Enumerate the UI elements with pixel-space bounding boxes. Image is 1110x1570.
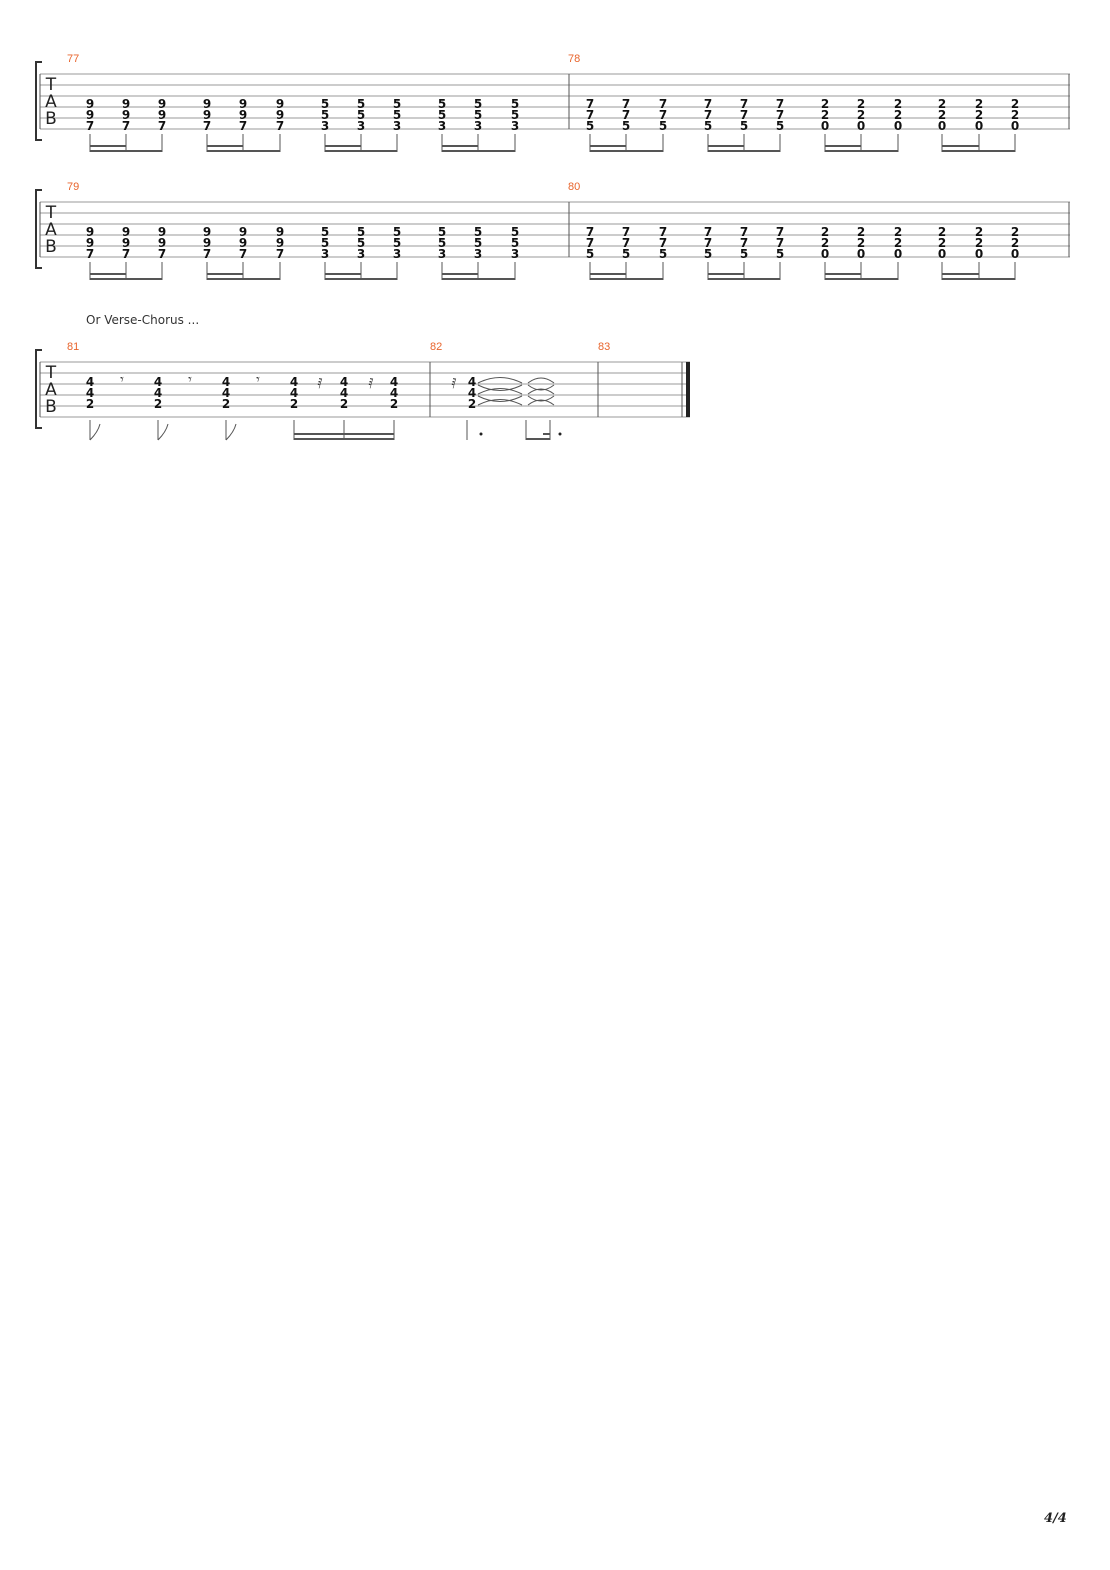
fret-number: 0 [937, 247, 947, 261]
eighth-rest-icon: 𝄾 [256, 372, 260, 388]
fret-number: 3 [392, 247, 402, 261]
fret-number: 2 [893, 236, 903, 250]
fret-number: 5 [356, 108, 366, 122]
fret-number: 7 [157, 247, 167, 261]
fret-number: 3 [320, 247, 330, 261]
fret-number: 5 [658, 119, 668, 133]
fret-number: 2 [856, 108, 866, 122]
fret-number: 2 [289, 397, 299, 411]
staff-lines [40, 362, 690, 417]
fret-number: 3 [356, 119, 366, 133]
fret-number: 5 [356, 97, 366, 111]
fret-number: 3 [356, 247, 366, 261]
measure-number: 79 [67, 181, 80, 193]
fret-number: 2 [1010, 236, 1020, 250]
note-group [938, 225, 1019, 280]
fret-number: 7 [275, 247, 285, 261]
note-group [86, 97, 166, 152]
fret-number: 2 [856, 97, 866, 111]
tab-letter-a: A [45, 380, 57, 400]
fret-number: 3 [510, 247, 520, 261]
fret-number: 7 [658, 97, 668, 111]
chord [290, 375, 298, 411]
fret-number: 5 [703, 119, 713, 133]
fret-number: 9 [121, 225, 131, 239]
fret-number: 7 [739, 108, 749, 122]
fret-number: 9 [85, 225, 95, 239]
measure-77 [86, 97, 519, 152]
chord [222, 375, 236, 440]
fret-number: 7 [703, 97, 713, 111]
fret-number: 9 [157, 97, 167, 111]
fret-number: 4 [153, 375, 163, 389]
fret-number: 2 [856, 225, 866, 239]
fret-number: 2 [820, 236, 830, 250]
dot [559, 433, 562, 436]
fret-number: 0 [974, 119, 984, 133]
fret-number: 7 [85, 119, 95, 133]
fret-number: 7 [658, 108, 668, 122]
fret-number: 4 [467, 386, 477, 400]
chord [86, 375, 100, 440]
thirtysecond-rest-icon: 𝅀 [317, 376, 323, 392]
fret-number: 4 [467, 375, 477, 389]
measure-78 [586, 97, 1019, 152]
fret-number: 9 [275, 225, 285, 239]
fret-number: 7 [202, 119, 212, 133]
fret-number: 9 [275, 236, 285, 250]
fret-number: 5 [473, 97, 483, 111]
fret-number: 5 [437, 97, 447, 111]
fret-number: 7 [621, 108, 631, 122]
fret-number: 7 [585, 97, 595, 111]
section-annotation: Or Verse-Chorus ... [86, 313, 200, 327]
fret-number: 5 [585, 119, 595, 133]
fret-number: 5 [320, 97, 330, 111]
fret-number: 2 [820, 225, 830, 239]
fret-number: 5 [437, 236, 447, 250]
fret-number: 7 [202, 247, 212, 261]
page-number: 4/4 [1044, 1511, 1067, 1526]
fret-number: 9 [121, 236, 131, 250]
fret-number: 4 [221, 386, 231, 400]
fret-number: 7 [238, 119, 248, 133]
fret-number: 7 [157, 119, 167, 133]
dot [480, 433, 483, 436]
note-group [438, 97, 519, 152]
fret-number: 2 [389, 397, 399, 411]
fret-number: 0 [856, 119, 866, 133]
fret-number: 7 [621, 97, 631, 111]
fret-number: 9 [238, 236, 248, 250]
fret-number: 2 [339, 397, 349, 411]
note-group [86, 225, 166, 280]
fret-number: 5 [320, 236, 330, 250]
thirtysecond-rest-icon: 𝅀 [368, 376, 374, 392]
fret-number: 9 [202, 225, 212, 239]
beam-group [294, 420, 394, 440]
fret-number: 7 [703, 225, 713, 239]
note-group [704, 97, 784, 152]
fret-number: 9 [121, 108, 131, 122]
fret-number: 5 [510, 236, 520, 250]
measure-80 [586, 225, 1019, 280]
fret-number: 5 [392, 97, 402, 111]
fret-number: 5 [356, 225, 366, 239]
fret-number: 2 [221, 397, 231, 411]
fret-number: 2 [974, 97, 984, 111]
note-group [821, 97, 902, 152]
fret-number: 4 [221, 375, 231, 389]
fret-number: 2 [1010, 108, 1020, 122]
measure-number: 81 [67, 341, 80, 353]
eighth-rest-icon: 𝄾 [188, 372, 192, 388]
fret-number: 7 [775, 225, 785, 239]
fret-number: 0 [893, 247, 903, 261]
fret-number: 5 [473, 236, 483, 250]
fret-number: 5 [703, 247, 713, 261]
fret-number: 3 [437, 119, 447, 133]
staff-lines [40, 74, 1070, 129]
note-group [438, 225, 519, 280]
fret-number: 5 [510, 97, 520, 111]
fret-number: 9 [157, 236, 167, 250]
fret-number: 5 [775, 119, 785, 133]
fret-number: 3 [320, 119, 330, 133]
fret-number: 0 [1010, 247, 1020, 261]
fret-number: 7 [121, 119, 131, 133]
fret-number: 4 [289, 375, 299, 389]
chord [340, 375, 348, 411]
fret-number: 5 [473, 108, 483, 122]
fret-number: 3 [473, 119, 483, 133]
measure-number: 82 [430, 341, 443, 353]
fret-number: 2 [1010, 225, 1020, 239]
fret-number: 7 [703, 108, 713, 122]
fret-number: 7 [658, 236, 668, 250]
fret-number: 9 [238, 225, 248, 239]
chord [390, 375, 398, 411]
tab-letter-b: B [45, 397, 57, 417]
measure-number: 77 [67, 53, 80, 65]
fret-number: 9 [157, 108, 167, 122]
fret-number: 7 [775, 236, 785, 250]
fret-number: 7 [585, 236, 595, 250]
fret-number: 5 [437, 108, 447, 122]
fret-number: 5 [585, 247, 595, 261]
system-2 [36, 181, 1070, 280]
fret-number: 9 [275, 97, 285, 111]
fret-number: 2 [937, 97, 947, 111]
fret-number: 7 [121, 247, 131, 261]
fret-number: 5 [473, 225, 483, 239]
fret-number: 2 [937, 225, 947, 239]
fret-number: 7 [739, 97, 749, 111]
fret-number: 5 [356, 236, 366, 250]
tab-letter-t: T [45, 75, 57, 95]
fret-number: 2 [1010, 97, 1020, 111]
fret-number: 0 [820, 247, 830, 261]
fret-number: 5 [775, 247, 785, 261]
fret-number: 3 [510, 119, 520, 133]
fret-number: 9 [85, 108, 95, 122]
fret-number: 7 [238, 247, 248, 261]
fret-number: 7 [275, 119, 285, 133]
fret-number: 0 [1010, 119, 1020, 133]
measure-82 [451, 375, 561, 440]
fret-number: 2 [893, 97, 903, 111]
fret-number: 5 [621, 247, 631, 261]
fret-number: 9 [238, 108, 248, 122]
fret-number: 9 [275, 108, 285, 122]
beam-group [526, 420, 550, 440]
fret-number: 9 [121, 97, 131, 111]
fret-number: 5 [621, 119, 631, 133]
fret-number: 4 [289, 386, 299, 400]
fret-number: 5 [392, 108, 402, 122]
fret-number: 0 [893, 119, 903, 133]
fret-number: 5 [510, 108, 520, 122]
fret-number: 7 [621, 225, 631, 239]
fret-number: 0 [937, 119, 947, 133]
eighth-rest-icon: 𝄾 [120, 372, 124, 388]
fret-number: 5 [739, 119, 749, 133]
fret-number: 7 [703, 236, 713, 250]
fret-number: 9 [157, 225, 167, 239]
fret-number: 3 [473, 247, 483, 261]
tab-letter-a: A [45, 92, 57, 112]
fret-number: 7 [585, 225, 595, 239]
note-group [203, 225, 284, 280]
fret-number: 2 [820, 108, 830, 122]
tab-letter-a: A [45, 220, 57, 240]
fret-number: 9 [85, 97, 95, 111]
fret-number: 3 [437, 247, 447, 261]
measure-79 [86, 225, 519, 280]
fret-number: 7 [775, 97, 785, 111]
staff-lines [40, 202, 1070, 257]
fret-number: 0 [856, 247, 866, 261]
fret-number: 9 [85, 236, 95, 250]
fret-number: 5 [658, 247, 668, 261]
measure-number: 83 [598, 341, 611, 353]
note-group [321, 225, 401, 280]
fret-number: 2 [85, 397, 95, 411]
fret-number: 2 [820, 97, 830, 111]
note-group [203, 97, 284, 152]
fret-number: 9 [202, 236, 212, 250]
note-group [821, 225, 902, 280]
fret-number: 5 [392, 225, 402, 239]
fret-number: 5 [320, 108, 330, 122]
fret-number: 9 [202, 108, 212, 122]
tab-letter-t: T [45, 203, 57, 223]
fret-number: 3 [392, 119, 402, 133]
fret-number: 2 [467, 397, 477, 411]
chord [154, 375, 168, 440]
thirtysecond-rest-icon: 𝅀 [451, 376, 457, 392]
fret-number: 5 [510, 225, 520, 239]
fret-number: 7 [621, 236, 631, 250]
measure-number: 78 [568, 53, 581, 65]
fret-number: 5 [320, 225, 330, 239]
fret-number: 2 [974, 108, 984, 122]
fret-number: 4 [339, 375, 349, 389]
fret-number: 2 [893, 225, 903, 239]
fret-number: 7 [739, 236, 749, 250]
fret-number: 5 [437, 225, 447, 239]
fret-number: 2 [893, 108, 903, 122]
fret-number: 7 [775, 108, 785, 122]
fret-number: 0 [820, 119, 830, 133]
fret-number: 2 [937, 108, 947, 122]
note-group [938, 97, 1019, 152]
fret-number: 4 [339, 386, 349, 400]
note-group [586, 225, 667, 280]
fret-number: 7 [658, 225, 668, 239]
system-3 [36, 313, 690, 440]
chord [468, 375, 476, 411]
measure-number: 80 [568, 181, 581, 193]
fret-number: 7 [739, 225, 749, 239]
tie-curves [478, 378, 554, 406]
fret-number: 4 [85, 375, 95, 389]
note-group [586, 97, 667, 152]
fret-number: 9 [202, 97, 212, 111]
system-1 [36, 53, 1070, 152]
fret-number: 2 [153, 397, 163, 411]
fret-number: 4 [153, 386, 163, 400]
fret-number: 2 [974, 225, 984, 239]
fret-number: 4 [389, 386, 399, 400]
note-group [704, 225, 784, 280]
tab-letter-t: T [45, 363, 57, 383]
fret-number: 2 [856, 236, 866, 250]
fret-number: 2 [937, 236, 947, 250]
note-group [321, 97, 401, 152]
fret-number: 7 [85, 247, 95, 261]
fret-number: 4 [389, 375, 399, 389]
fret-number: 9 [238, 97, 248, 111]
fret-number: 7 [585, 108, 595, 122]
fret-number: 5 [739, 247, 749, 261]
fret-number: 0 [974, 247, 984, 261]
tab-letter-b: B [45, 109, 57, 129]
fret-number: 4 [85, 386, 95, 400]
fret-number: 2 [974, 236, 984, 250]
fret-number: 5 [392, 236, 402, 250]
tab-letter-b: B [45, 237, 57, 257]
